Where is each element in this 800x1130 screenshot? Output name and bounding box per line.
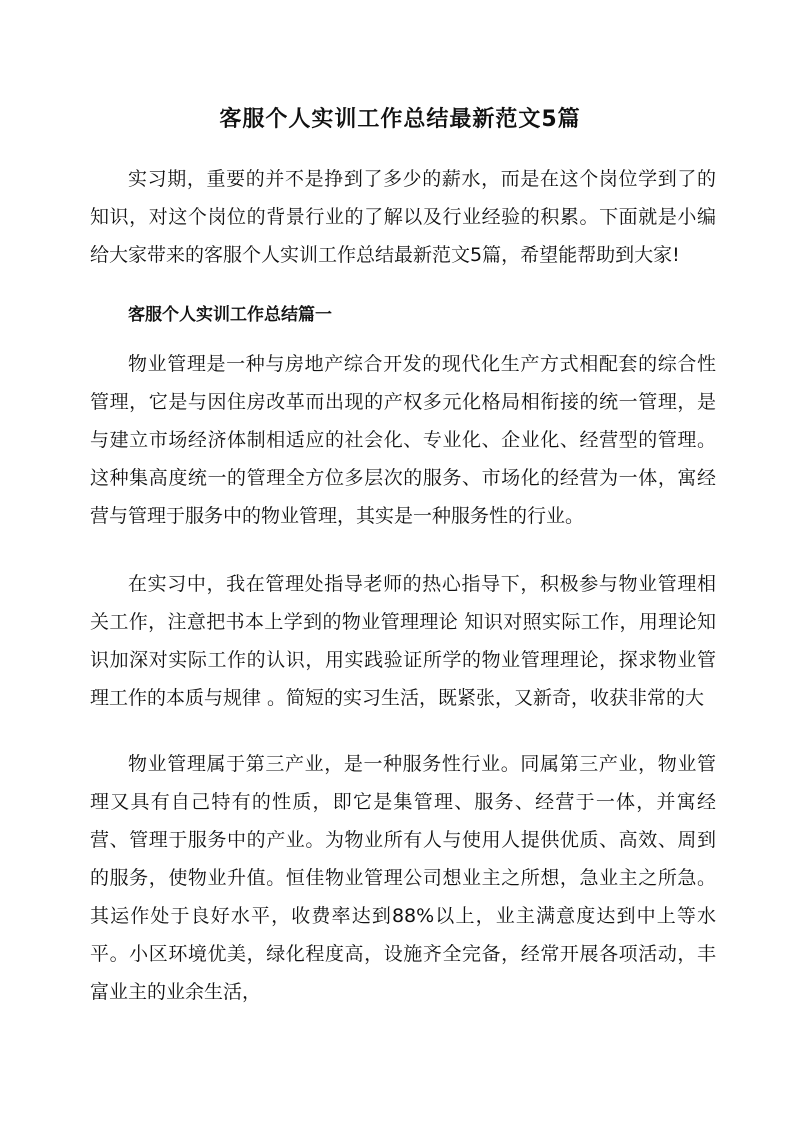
- body-paragraph-2: 在实习中，我在管理处指导老师的热心指导下，积极参与物业管理相关工作，注意把书本上学到的物业管理理论 知识对照实际工作，用理论知识加深对实际工作的认识，用实践验证所学的物业管理理论，探求物业管理工作的本质与规律 。简短的实习生活，既紧张，又新奇，收获非常的大: [90, 573, 716, 709]
- section-heading: 客服个人实训工作总结篇一: [128, 305, 332, 325]
- body-paragraph-3: 物业管理属于第三产业，是一种服务性行业。同属第三产业，物业管理又具有自己特有的性质，即它是集管理、服务、经营于一体，并寓经营、管理于服务中的产业。为物业所有人与使用人提供优质、高效、周到的服务，使物业升值。恒佳物业管理公司想业主之所想，急业主之所急。其运作处于良好水平，收费率达到88%以上，业主满意度达到中上等水平。小区环境优美，绿化程度高，设施齐全完备，经常开展各项活动，丰富业主的业余生活，: [90, 753, 716, 1003]
- document-title: 客服个人实训工作总结最新范文5篇: [219, 107, 581, 132]
- intro-paragraph: 实习期，重要的并不是挣到了多少的薪水，而是在这个岗位学到了的知识，对这个岗位的背景行业的了解以及行业经验的积累。下面就是小编给大家带来的客服个人实训工作总结最新范文5篇，希望能帮助到大家!: [90, 168, 716, 266]
- body-paragraph-1: 物业管理是一种与房地产综合开发的现代化生产方式相配套的综合性管理，它是与因住房改革而出现的产权多元化格局相衔接的统一管理，是与建立市场经济体制相适应的社会化、专业化、企业化、经营型的管理。这种集高度统一的管理全方位多层次的服务、市场化的经营为一体，寓经营与管理于服务中的物业管理，其实是一种服务性的行业。: [90, 353, 716, 527]
